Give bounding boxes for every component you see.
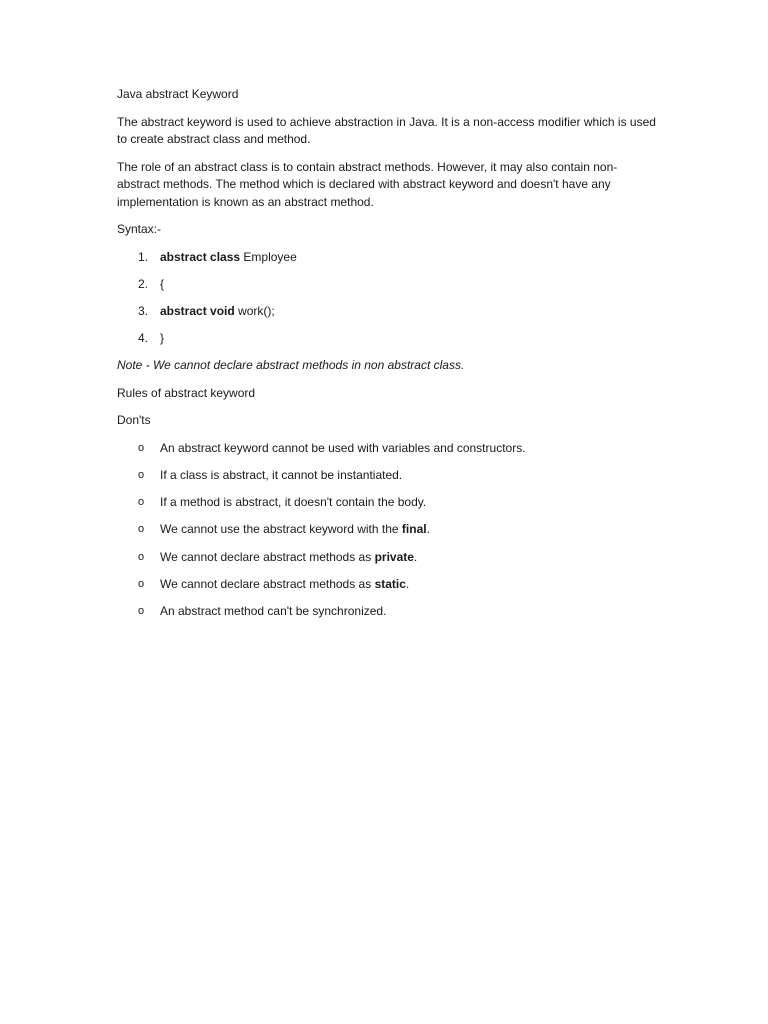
syntax-list (117, 249, 657, 348)
bullet-icon: o (138, 604, 145, 617)
list-item (117, 576, 657, 594)
paragraph-intro: The abstract keyword is used to achieve abstraction in Java. It is a non-access modifier which is used to create abstract class and method. (117, 114, 656, 146)
rule-text: An abstract method can't be synchronized. (160, 603, 387, 618)
list-item (117, 549, 657, 567)
line-number: 2. (138, 276, 149, 291)
line-number: 4. (138, 331, 149, 346)
code-text: } (160, 331, 165, 346)
rule-suffix: . (426, 522, 430, 537)
rule-bold: static (374, 576, 406, 591)
bullet-icon: o (138, 550, 145, 563)
rules-heading: Rules of abstract keyword (117, 385, 256, 400)
syntax-line (117, 276, 657, 294)
note-text: Note - We cannot declare abstract methods in non abstract class. (117, 358, 465, 373)
document-page (117, 86, 657, 630)
paragraph-role: The role of an abstract class is to contain abstract methods. However, it may also contain non-abstract methods. The method which is declared with abstract keyword and doesn't have any implementation is known as an abstract method. (117, 159, 618, 209)
rule-text: An abstract keyword cannot be used with variables and constructors. (160, 440, 526, 455)
list-item (117, 467, 657, 485)
rule-bold: private (374, 549, 414, 564)
bullet-icon: o (138, 577, 145, 590)
syntax-line (117, 249, 657, 267)
syntax-line (117, 303, 657, 321)
rule-text: We cannot declare abstract methods as (160, 549, 375, 564)
bullet-icon: o (138, 523, 145, 536)
list-item (117, 521, 657, 539)
rules-list (117, 440, 657, 621)
rule-text: We cannot use the abstract keyword with the (160, 522, 402, 537)
document-title: Java abstract Keyword (117, 87, 239, 101)
code-keyword: abstract class (160, 249, 241, 264)
code-text: work(); (234, 303, 275, 318)
bullet-icon: o (138, 496, 145, 509)
code-keyword: abstract void (160, 303, 235, 318)
line-number: 1. (138, 249, 149, 264)
donts-heading: Don'ts (117, 413, 151, 428)
rule-text: If a method is abstract, it doesn't contain the body. (160, 495, 427, 510)
code-text: { (160, 276, 165, 291)
list-item (117, 440, 657, 458)
rule-text: We cannot declare abstract methods as (160, 576, 375, 591)
rule-bold: final (401, 522, 427, 537)
syntax-line (117, 330, 657, 348)
list-item (117, 494, 657, 512)
bullet-icon: o (138, 441, 145, 454)
list-item (117, 603, 657, 621)
syntax-label: Syntax:- (117, 222, 162, 236)
rule-text: If a class is abstract, it cannot be instantiated. (160, 467, 403, 482)
line-number: 3. (138, 303, 149, 318)
code-text: Employee (240, 249, 297, 264)
bullet-icon: o (138, 468, 145, 481)
rule-suffix: . (413, 549, 418, 564)
rule-suffix: . (405, 576, 410, 591)
